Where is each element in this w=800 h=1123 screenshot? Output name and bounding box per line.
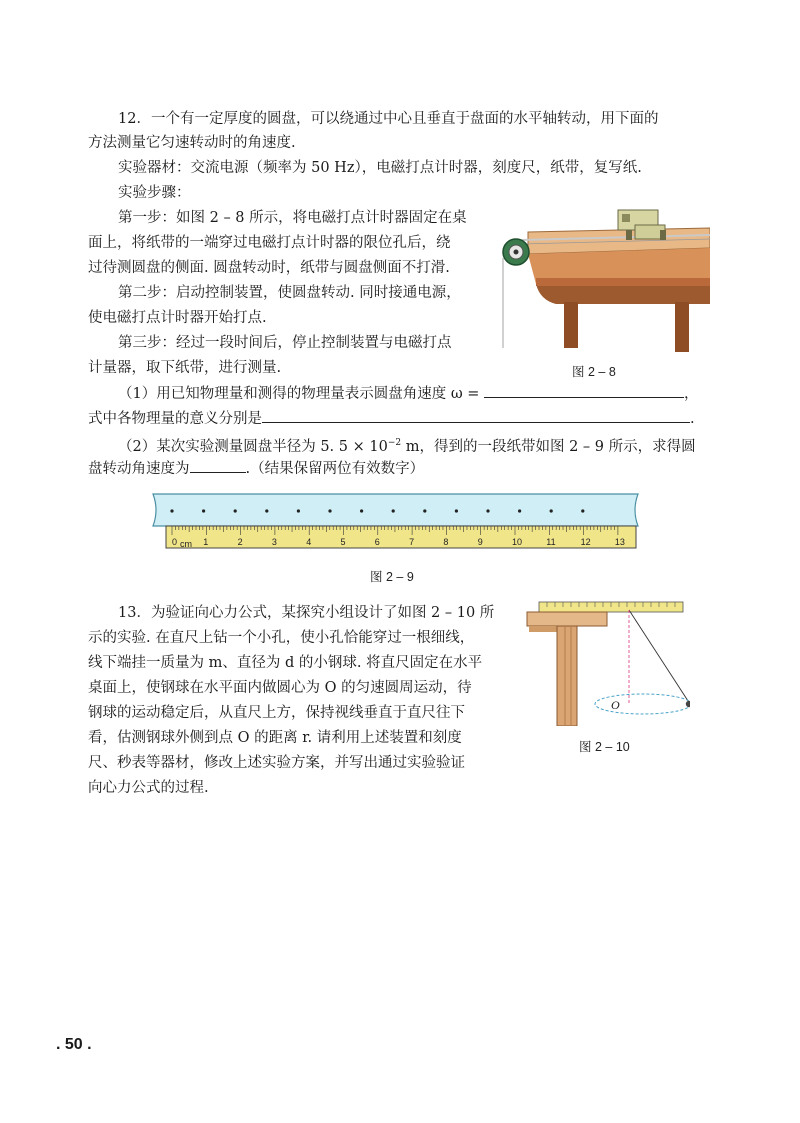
tape-dot	[234, 509, 237, 512]
q12-part1b-end: .	[690, 411, 695, 427]
q12-part1-text: （1）用已知物理量和测得的物理量表示圆盘角速度 ω =	[118, 386, 485, 402]
q13-line: 13．为验证向心力公式，某探究小组设计了如图 2 – 10 所	[118, 605, 495, 621]
tape-dot	[486, 509, 489, 512]
q12-part2-text: m，得到的一段纸带如图 2 – 9 所示，求得圆	[401, 438, 696, 455]
label-o: O	[611, 698, 620, 712]
q12-step1: 过待测圆盘的侧面. 圆盘转动时，纸带与圆盘侧面不打滑.	[88, 260, 450, 276]
ruler-label: 0	[172, 537, 178, 547]
tape-dot	[392, 509, 395, 512]
page-number: . 50 .	[56, 1036, 92, 1053]
ruler-label: 1	[203, 537, 209, 547]
q12-steps-heading: 实验步骤：	[118, 185, 191, 201]
tape-dot	[360, 509, 363, 512]
tape-dot	[423, 509, 426, 512]
ruler-label: 5	[340, 537, 346, 547]
ruler-label: 11	[546, 537, 556, 547]
figure-2-10	[525, 596, 690, 726]
ruler-label: 12	[580, 537, 591, 547]
figure-2-10-caption: 图 2 – 10	[579, 740, 630, 754]
tape-dot	[265, 509, 268, 512]
exponent: −2	[387, 438, 402, 448]
q13-line: 示的实验. 在直尺上钻一个小孔，使小孔恰能穿过一根细线，	[88, 630, 475, 646]
tape-dot	[455, 509, 458, 512]
q12-step2: 第二步：启动控制装置，使圆盘转动. 同时接通电源，	[118, 285, 461, 301]
q12-part2b-text: 盘转动角速度为	[88, 461, 190, 477]
tape-dot	[202, 509, 205, 512]
tape-dot	[581, 509, 584, 512]
tape-dot	[170, 509, 173, 512]
ruler-label: 6	[374, 537, 380, 547]
figure-2-8-caption: 图 2 – 8	[572, 365, 616, 379]
ruler-label: 9	[477, 537, 483, 547]
q12-step1: 第一步：如图 2 – 8 所示，将电磁打点计时器固定在桌	[118, 210, 467, 226]
figure-2-8	[500, 200, 710, 360]
ruler-label: 2	[237, 537, 243, 547]
q12-step2: 使电磁打点计时器开始打点.	[88, 310, 267, 326]
table-timer-illustration	[500, 200, 710, 360]
answer-blank	[484, 383, 684, 398]
q12-part1b-text: 式中各物理量的意义分别是	[88, 411, 262, 427]
q13-line: 向心力公式的过程.	[88, 780, 209, 796]
figure-2-9	[150, 492, 650, 558]
tape-dot	[518, 509, 521, 512]
ruler-label: 8	[443, 537, 449, 547]
ruler-unit: cm	[180, 539, 192, 549]
q12-part1	[118, 383, 699, 404]
ruler-label: 7	[409, 537, 415, 547]
figure-2-9-caption: 图 2 – 9	[370, 570, 414, 584]
tape-dot	[297, 509, 300, 512]
tape-dot	[328, 509, 331, 512]
ruler-label: 3	[271, 537, 277, 547]
tape-dot	[550, 509, 553, 512]
answer-blank	[190, 458, 246, 473]
answer-blank	[262, 408, 690, 423]
q12-step3: 计量器，取下纸带，进行测量.	[88, 360, 282, 376]
q12-part2b-text: .（结果保留两位有效数字）	[245, 461, 425, 477]
pendulum-illustration	[525, 596, 690, 726]
q13-line: 看，估测钢球外侧到点 O 的距离 r. 请利用上述装置和刻度	[88, 730, 462, 746]
q13-line: 尺、秒表等器材，修改上述实验方案，并写出通过实验验证	[88, 755, 465, 771]
paper-tape-ruler	[150, 492, 650, 558]
q12-line: 12．一个有一定厚度的圆盘，可以绕通过中心且垂直于盘面的水平轴转动，用下面的	[118, 111, 659, 127]
q13-line: 线下端挂一质量为 m、直径为 d 的小钢球. 将直尺固定在水平	[88, 655, 483, 671]
ruler-label: 10	[512, 537, 523, 547]
q12-part2b	[88, 458, 424, 479]
ruler-label: 13	[614, 537, 625, 547]
q12-part1-end: ，	[684, 386, 699, 402]
q12-step1: 面上，将纸带的一端穿过电磁打点计时器的限位孔后，绕	[88, 235, 451, 251]
q12-part2-text: （2）某次实验测量圆盘半径为 5. 5 × 10	[118, 438, 388, 455]
ruler-label: 4	[306, 537, 312, 547]
q12-part1b	[88, 408, 695, 429]
q13-line: 桌面上，使钢球在水平面内做圆心为 O 的匀速圆周运动，待	[88, 680, 472, 696]
q12-materials: 实验器材：交流电源（频率为 50 Hz），电磁打点计时器，刻度尺，纸带，复写纸.	[118, 160, 642, 176]
q13-line: 钢球的运动稳定后，从直尺上方，保持视线垂直于直尺往下	[88, 705, 465, 721]
q12-step3: 第三步：经过一段时间后，停止控制装置与电磁打点	[118, 335, 452, 351]
q12-line: 方法测量它匀速转动时的角速度.	[88, 135, 296, 151]
q12-part2	[118, 433, 696, 457]
